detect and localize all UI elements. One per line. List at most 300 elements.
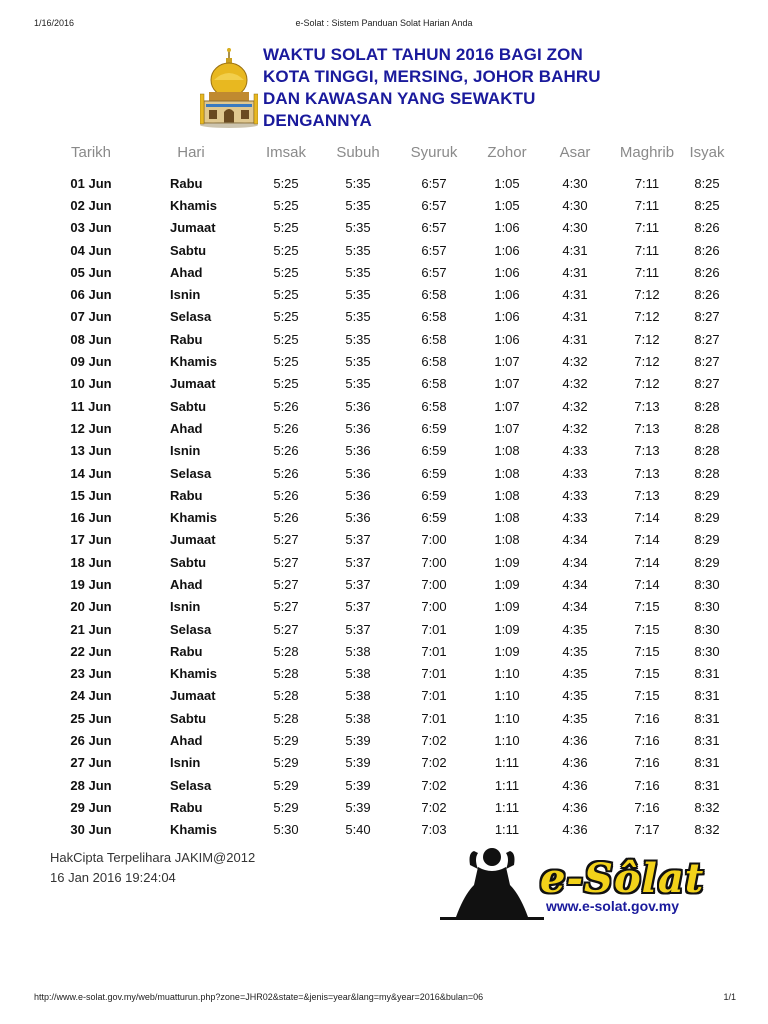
date-cell: 14 Jun [70,465,112,481]
time-cell: 8:28 [694,443,720,459]
time-cell: 1:08 [494,510,520,526]
day-cell: Sabtu [170,710,207,726]
title-line-2: KOTA TINGGI, MERSING, JOHOR BAHRU [263,67,601,86]
column-header: Isyak [689,143,725,161]
time-cell: 1:10 [494,666,520,682]
table-row [50,194,730,216]
table-row [50,529,730,551]
time-cell: 7:02 [421,777,447,793]
time-cell: 5:25 [273,354,299,370]
time-cell: 6:58 [421,376,447,392]
copyright-block [50,848,255,888]
time-cell: 4:36 [562,799,588,815]
day-cell: Jumaat [170,220,216,236]
time-cell: 4:34 [562,554,588,570]
print-url[interactable]: http://www.e-solat.gov.my/web/muatturun.php?zone=JHR02&state=&jenis=year&lang=my&year=2016&bulan=06 [34,992,484,1002]
time-cell: 1:07 [494,398,520,414]
date-cell: 15 Jun [70,487,112,503]
time-cell: 1:08 [494,532,520,548]
date-cell: 05 Jun [70,264,112,280]
time-cell: 5:29 [273,755,299,771]
time-cell: 4:31 [562,331,588,347]
time-cell: 1:05 [494,175,520,191]
time-cell: 8:31 [694,688,720,704]
time-cell: 5:35 [345,175,371,191]
time-cell: 8:27 [694,309,720,325]
date-cell: 19 Jun [70,576,112,592]
time-cell: 4:36 [562,822,588,838]
time-cell: 5:38 [345,643,371,659]
time-cell: 5:39 [345,733,371,749]
time-cell: 8:31 [694,710,720,726]
day-cell: Ahad [170,420,203,436]
time-cell: 1:09 [494,576,520,592]
time-cell: 1:08 [494,443,520,459]
column-header: Maghrib [619,143,675,161]
time-cell: 7:12 [634,331,660,347]
print-footer [0,992,768,1006]
day-cell: Selasa [170,309,212,325]
time-cell: 5:28 [273,666,299,682]
day-cell: Selasa [170,465,212,481]
time-cell: 5:26 [273,465,299,481]
time-cell: 7:14 [634,532,660,548]
table-row [50,350,730,372]
time-cell: 4:34 [562,599,588,615]
time-cell: 8:31 [694,733,720,749]
time-cell: 5:36 [345,510,371,526]
time-cell: 4:35 [562,710,588,726]
time-cell: 7:12 [634,309,660,325]
time-cell: 5:37 [345,554,371,570]
time-cell: 8:25 [694,197,720,213]
time-cell: 1:11 [494,755,520,771]
time-cell: 7:12 [634,287,660,303]
time-cell: 6:57 [421,175,447,191]
time-cell: 8:28 [694,398,720,414]
time-cell: 5:26 [273,420,299,436]
time-cell: 8:28 [694,465,720,481]
time-cell: 7:12 [634,376,660,392]
date-cell: 25 Jun [70,710,112,726]
time-cell: 8:30 [694,643,720,659]
table-row [50,217,730,239]
time-cell: 8:31 [694,666,720,682]
time-cell: 5:37 [345,621,371,637]
time-cell: 5:26 [273,487,299,503]
column-header: Imsak [265,143,306,161]
time-cell: 7:11 [634,220,660,236]
time-cell: 5:29 [273,799,299,815]
date-cell: 17 Jun [70,532,112,548]
date-cell: 06 Jun [70,287,112,303]
table-row [50,462,730,484]
day-cell: Rabu [170,331,203,347]
time-cell: 7:17 [634,822,660,838]
time-cell: 7:01 [421,643,447,659]
time-cell: 6:59 [421,443,447,459]
table-row [50,172,730,194]
time-cell: 5:25 [273,220,299,236]
day-cell: Sabtu [170,242,207,258]
time-cell: 4:30 [562,175,588,191]
time-cell: 8:32 [694,822,720,838]
day-cell: Sabtu [170,398,207,414]
time-cell: 6:58 [421,354,447,370]
time-cell: 1:08 [494,465,520,481]
date-cell: 10 Jun [70,376,112,392]
table-row [50,707,730,729]
time-cell: 8:29 [694,532,720,548]
day-cell: Sabtu [170,554,207,570]
time-cell: 4:35 [562,688,588,704]
time-cell: 4:30 [562,197,588,213]
time-cell: 5:36 [345,487,371,503]
page-number: 1/1 [723,992,736,1002]
time-cell: 1:06 [494,220,520,236]
time-cell: 5:25 [273,242,299,258]
time-cell: 7:01 [421,621,447,637]
column-header: Hari [177,143,205,161]
table-row [50,373,730,395]
time-cell: 6:59 [421,510,447,526]
time-cell: 7:11 [634,264,660,280]
table-row [50,752,730,774]
time-cell: 1:10 [494,688,520,704]
time-cell: 7:02 [421,799,447,815]
time-cell: 6:58 [421,287,447,303]
prayer-times-table [50,138,730,841]
day-cell: Rabu [170,175,203,191]
column-header: Subuh [336,143,380,161]
time-cell: 4:32 [562,376,588,392]
time-cell: 7:13 [634,443,660,459]
table-body [50,166,730,841]
day-cell: Isnin [170,443,201,459]
time-cell: 4:33 [562,510,588,526]
time-cell: 1:09 [494,599,520,615]
time-cell: 7:16 [634,710,660,726]
time-cell: 7:00 [421,532,447,548]
table-row [50,640,730,662]
date-cell: 21 Jun [70,621,112,637]
time-cell: 4:34 [562,532,588,548]
time-cell: 5:40 [345,822,371,838]
time-cell: 5:35 [345,376,371,392]
date-cell: 09 Jun [70,354,112,370]
column-header: Zohor [487,143,527,161]
time-cell: 7:00 [421,576,447,592]
time-cell: 7:15 [634,643,660,659]
table-row [50,573,730,595]
time-cell: 6:57 [421,197,447,213]
time-cell: 1:05 [494,197,520,213]
time-cell: 8:30 [694,621,720,637]
time-cell: 5:37 [345,532,371,548]
time-cell: 7:12 [634,354,660,370]
time-cell: 8:25 [694,175,720,191]
time-cell: 7:16 [634,755,660,771]
day-cell: Rabu [170,643,203,659]
time-cell: 5:35 [345,331,371,347]
day-cell: Ahad [170,576,203,592]
time-cell: 8:26 [694,264,720,280]
time-cell: 8:28 [694,420,720,436]
time-cell: 4:31 [562,287,588,303]
print-date: 1/16/2016 [34,18,75,28]
time-cell: 5:35 [345,354,371,370]
time-cell: 8:27 [694,354,720,370]
day-cell: Selasa [170,621,212,637]
table-row [50,417,730,439]
date-cell: 23 Jun [70,666,112,682]
table-row [50,774,730,796]
table-row [50,506,730,528]
table-row [50,283,730,305]
date-cell: 18 Jun [70,554,112,570]
time-cell: 7:14 [634,554,660,570]
time-cell: 7:16 [634,733,660,749]
time-cell: 5:39 [345,755,371,771]
day-cell: Isnin [170,599,201,615]
table-row [50,596,730,618]
table-row [50,306,730,328]
time-cell: 7:14 [634,576,660,592]
time-cell: 7:01 [421,688,447,704]
time-cell: 5:38 [345,666,371,682]
time-cell: 8:27 [694,331,720,347]
day-cell: Ahad [170,264,203,280]
day-cell: Rabu [170,799,203,815]
title-line-4: DENGANNYA [263,111,372,130]
time-cell: 1:11 [494,799,520,815]
date-cell: 20 Jun [70,599,112,615]
time-cell: 5:39 [345,799,371,815]
date-cell: 04 Jun [70,242,112,258]
time-cell: 7:03 [421,822,447,838]
day-cell: Jumaat [170,532,216,548]
date-cell: 30 Jun [70,822,112,838]
date-cell: 16 Jun [70,510,112,526]
generated-timestamp: 16 Jan 2016 19:24:04 [50,870,176,885]
title-line-3: DAN KAWASAN YANG SEWAKTU [263,89,536,108]
time-cell: 1:10 [494,733,520,749]
time-cell: 5:38 [345,688,371,704]
day-cell: Khamis [170,822,217,838]
time-cell: 4:33 [562,443,588,459]
time-cell: 5:35 [345,264,371,280]
time-cell: 7:15 [634,621,660,637]
day-cell: Isnin [170,755,201,771]
time-cell: 4:31 [562,242,588,258]
date-cell: 13 Jun [70,443,112,459]
time-cell: 7:16 [634,777,660,793]
time-cell: 5:25 [273,287,299,303]
time-cell: 5:25 [273,309,299,325]
date-cell: 26 Jun [70,733,112,749]
time-cell: 4:34 [562,576,588,592]
time-cell: 5:27 [273,621,299,637]
time-cell: 5:27 [273,532,299,548]
time-cell: 5:36 [345,465,371,481]
time-cell: 7:15 [634,666,660,682]
time-cell: 7:11 [634,242,660,258]
column-header: Tarikh [70,143,111,161]
time-cell: 5:25 [273,175,299,191]
time-cell: 5:35 [345,287,371,303]
time-cell: 4:35 [562,621,588,637]
time-cell: 1:11 [494,777,520,793]
page-title [263,44,703,132]
time-cell: 8:26 [694,220,720,236]
time-cell: 5:26 [273,510,299,526]
time-cell: 6:59 [421,465,447,481]
time-cell: 8:26 [694,287,720,303]
time-cell: 7:15 [634,688,660,704]
time-cell: 8:27 [694,376,720,392]
date-cell: 08 Jun [70,331,112,347]
time-cell: 1:06 [494,287,520,303]
table-row [50,261,730,283]
table-row [50,328,730,350]
date-cell: 11 Jun [70,398,112,414]
time-cell: 1:09 [494,554,520,570]
time-cell: 5:28 [273,688,299,704]
copyright-text: HakCipta Terpelihara JAKIM@2012 [50,850,256,865]
time-cell: 5:25 [273,197,299,213]
table-row [50,440,730,462]
day-cell: Selasa [170,777,212,793]
day-cell: Isnin [170,287,201,303]
day-cell: Khamis [170,197,217,213]
print-header [0,18,768,32]
time-cell: 5:29 [273,777,299,793]
time-cell: 7:11 [634,175,660,191]
time-cell: 5:36 [345,398,371,414]
date-cell: 01 Jun [70,175,112,191]
date-cell: 07 Jun [70,309,112,325]
time-cell: 5:27 [273,576,299,592]
day-cell: Rabu [170,487,203,503]
time-cell: 7:11 [634,197,660,213]
time-cell: 1:06 [494,264,520,280]
time-cell: 4:36 [562,777,588,793]
day-cell: Khamis [170,510,217,526]
time-cell: 6:58 [421,398,447,414]
time-cell: 8:29 [694,554,720,570]
time-cell: 8:31 [694,755,720,771]
time-cell: 1:07 [494,376,520,392]
time-cell: 7:16 [634,799,660,815]
time-cell: 1:06 [494,242,520,258]
time-cell: 4:32 [562,354,588,370]
time-cell: 5:28 [273,643,299,659]
time-cell: 8:30 [694,599,720,615]
time-cell: 4:35 [562,666,588,682]
time-cell: 7:01 [421,710,447,726]
table-row [50,663,730,685]
table-row [50,551,730,573]
time-cell: 4:36 [562,755,588,771]
date-cell: 27 Jun [70,755,112,771]
time-cell: 7:13 [634,487,660,503]
time-cell: 5:27 [273,554,299,570]
time-cell: 5:29 [273,733,299,749]
time-cell: 7:13 [634,398,660,414]
time-cell: 5:35 [345,220,371,236]
time-cell: 6:58 [421,331,447,347]
table-row [50,395,730,417]
day-cell: Khamis [170,666,217,682]
time-cell: 1:07 [494,420,520,436]
table-row [50,239,730,261]
time-cell: 6:57 [421,242,447,258]
title-line-1: WAKTU SOLAT TAHUN 2016 BAGI ZON [263,45,583,64]
time-cell: 4:35 [562,643,588,659]
time-cell: 1:06 [494,309,520,325]
time-cell: 4:31 [562,264,588,280]
time-cell: 5:35 [345,309,371,325]
logo-url[interactable]: www.e-solat.gov.my [546,898,680,914]
time-cell: 5:38 [345,710,371,726]
time-cell: 5:36 [345,420,371,436]
time-cell: 8:30 [694,576,720,592]
time-cell: 5:35 [345,242,371,258]
time-cell: 4:33 [562,465,588,481]
time-cell: 1:09 [494,643,520,659]
time-cell: 7:14 [634,510,660,526]
time-cell: 4:32 [562,398,588,414]
table-row [50,484,730,506]
column-header: Asar [559,143,591,161]
time-cell: 4:31 [562,309,588,325]
table-row [50,729,730,751]
logo-text: e-Sôlat [540,855,705,902]
date-cell: 29 Jun [70,799,112,815]
time-cell: 8:26 [694,242,720,258]
table-row [50,618,730,640]
time-cell: 5:39 [345,777,371,793]
time-cell: 8:32 [694,799,720,815]
table-row [50,796,730,818]
time-cell: 7:02 [421,755,447,771]
day-cell: Khamis [170,354,217,370]
time-cell: 5:37 [345,599,371,615]
mosque-icon [200,46,258,128]
time-cell: 7:02 [421,733,447,749]
time-cell: 5:35 [345,197,371,213]
time-cell: 1:06 [494,331,520,347]
time-cell: 5:25 [273,264,299,280]
day-cell: Jumaat [170,688,216,704]
time-cell: 1:10 [494,710,520,726]
day-cell: Ahad [170,733,203,749]
table-header-row [50,138,730,166]
time-cell: 4:32 [562,420,588,436]
time-cell: 5:26 [273,443,299,459]
time-cell: 8:31 [694,777,720,793]
time-cell: 7:00 [421,599,447,615]
date-cell: 22 Jun [70,643,112,659]
time-cell: 5:27 [273,599,299,615]
time-cell: 8:29 [694,510,720,526]
time-cell: 5:25 [273,331,299,347]
date-cell: 24 Jun [70,688,112,704]
time-cell: 7:01 [421,666,447,682]
time-cell: 6:57 [421,220,447,236]
date-cell: 02 Jun [70,197,112,213]
time-cell: 5:37 [345,576,371,592]
